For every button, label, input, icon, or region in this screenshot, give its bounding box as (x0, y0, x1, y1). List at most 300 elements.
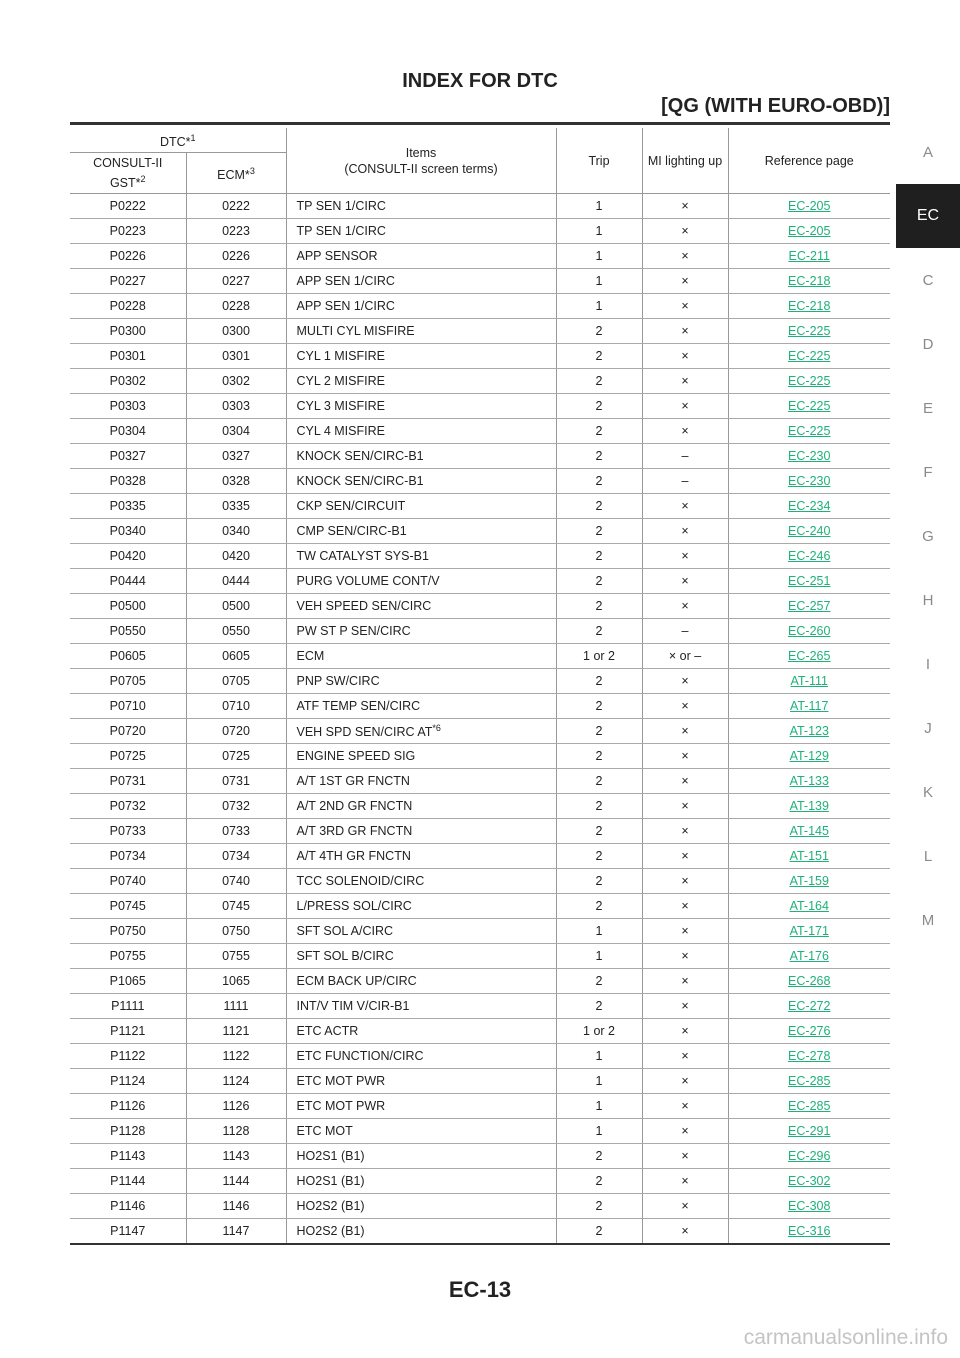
trip-cell: 2 (556, 894, 642, 919)
side-index-tab-f[interactable]: F (923, 463, 933, 481)
ecm-code-cell: 0605 (186, 644, 286, 669)
trip-cell: 1 or 2 (556, 644, 642, 669)
watermark: carmanualsonline.info (743, 1326, 948, 1349)
side-index-tab-ec[interactable]: EC (896, 184, 960, 248)
mi-cell: × (642, 1019, 728, 1044)
trip-cell: 2 (556, 544, 642, 569)
items-label: L/PRESS SOL/CIRC (296, 899, 412, 914)
table-row (70, 669, 890, 694)
mi-cell: × (642, 494, 728, 519)
gst-code-cell: P1144 (70, 1169, 186, 1194)
trip-cell: 2 (556, 1144, 642, 1169)
items-cell (286, 194, 556, 219)
items-footnote: *6 (432, 723, 441, 734)
items-label: MULTI CYL MISFIRE (296, 324, 415, 339)
reference-link[interactable]: EC-285 (788, 1074, 831, 1089)
ecm-code-cell: 0228 (186, 294, 286, 319)
ref-cell (728, 469, 890, 494)
ecm-code-cell: 0222 (186, 194, 286, 219)
items-label: HO2S1 (B1) (296, 1174, 365, 1189)
ref-cell (728, 544, 890, 569)
mi-cell: × (642, 369, 728, 394)
reference-link[interactable]: AT-111 (790, 674, 829, 689)
items-label: SFT SOL A/CIRC (296, 924, 394, 939)
reference-link[interactable]: EC-308 (788, 1199, 831, 1214)
items-cell (286, 769, 556, 794)
ecm-code-cell: 0302 (186, 369, 286, 394)
gst-header-sup: 2 (140, 174, 146, 185)
table-row (70, 394, 890, 419)
dtc-index-table (70, 128, 890, 1245)
items-label: PNP SW/CIRC (296, 674, 380, 689)
items-label: CYL 3 MISFIRE (296, 399, 385, 414)
items-cell (286, 969, 556, 994)
table-row (70, 944, 890, 969)
gst-code-cell: P0750 (70, 919, 186, 944)
items-header-line2: (CONSULT-II screen terms) (344, 161, 498, 176)
reference-link[interactable]: EC-260 (788, 624, 831, 639)
mi-cell: × (642, 419, 728, 444)
trip-cell: 2 (556, 819, 642, 844)
gst-code-cell: P0500 (70, 594, 186, 619)
items-cell (286, 1069, 556, 1094)
gst-code-cell: P0327 (70, 444, 186, 469)
items-cell (286, 519, 556, 544)
ecm-header-sup: 3 (249, 166, 255, 177)
items-cell (286, 694, 556, 719)
items-label: CYL 2 MISFIRE (296, 374, 385, 389)
ref-cell (728, 769, 890, 794)
table-row (70, 994, 890, 1019)
items-cell (286, 569, 556, 594)
items-cell (286, 794, 556, 819)
gst-code-cell: P0733 (70, 819, 186, 844)
gst-code-cell: P0227 (70, 269, 186, 294)
gst-code-cell: P0301 (70, 344, 186, 369)
side-index-tab-k[interactable]: K (922, 783, 933, 801)
ecm-code-cell: 1144 (186, 1169, 286, 1194)
items-cell (286, 544, 556, 569)
reference-link[interactable]: EC-225 (788, 324, 831, 339)
ref-cell (728, 419, 890, 444)
ecm-header-label: ECM* (217, 168, 250, 183)
side-index-tab-d[interactable]: D (922, 335, 934, 353)
table-row (70, 844, 890, 869)
reference-link[interactable]: AT-171 (789, 924, 829, 939)
gst-code-cell: P0302 (70, 369, 186, 394)
trip-cell: 2 (556, 694, 642, 719)
items-label: ETC FUNCTION/CIRC (296, 1049, 424, 1064)
items-label: HO2S1 (B1) (296, 1149, 365, 1164)
items-cell (286, 669, 556, 694)
mi-cell: × (642, 294, 728, 319)
page-title: INDEX FOR DTC (402, 70, 558, 92)
ecm-code-cell: 0444 (186, 569, 286, 594)
items-label: CKP SEN/CIRCUIT (296, 499, 406, 514)
items-cell (286, 269, 556, 294)
ecm-code-cell: 0755 (186, 944, 286, 969)
gst-code-cell: P0420 (70, 544, 186, 569)
items-label: PW ST P SEN/CIRC (296, 624, 411, 639)
ref-cell (728, 369, 890, 394)
items-label: TW CATALYST SYS-B1 (296, 549, 429, 564)
table-row (70, 219, 890, 244)
mi-cell: × (642, 819, 728, 844)
items-label: VEH SPEED SEN/CIRC (296, 599, 432, 614)
ecm-code-cell: 0731 (186, 769, 286, 794)
gst-code-cell: P0304 (70, 419, 186, 444)
gst-code-cell: P0755 (70, 944, 186, 969)
mi-cell: × (642, 919, 728, 944)
trip-cell: 1 (556, 1069, 642, 1094)
gst-code-cell: P0740 (70, 869, 186, 894)
ref-cell (728, 994, 890, 1019)
ecm-code-cell: 0740 (186, 869, 286, 894)
ref-cell (728, 1169, 890, 1194)
table-row (70, 244, 890, 269)
gst-code-cell: P0303 (70, 394, 186, 419)
items-cell (286, 419, 556, 444)
side-index-tab-c[interactable]: C (922, 271, 934, 289)
gst-code-cell: P1065 (70, 969, 186, 994)
items-cell (286, 1119, 556, 1144)
ref-cell (728, 1094, 890, 1119)
ecm-code-cell: 1111 (186, 994, 286, 1019)
items-header (286, 128, 556, 194)
table-row (70, 594, 890, 619)
ref-cell (728, 744, 890, 769)
ref-cell (728, 244, 890, 269)
mi-cell: × (642, 794, 728, 819)
gst-code-cell: P0328 (70, 469, 186, 494)
table-row (70, 919, 890, 944)
reference-link[interactable]: EC-205 (788, 224, 831, 239)
trip-cell: 1 (556, 194, 642, 219)
items-cell (286, 469, 556, 494)
items-label: HO2S2 (B1) (296, 1199, 365, 1214)
ref-cell (728, 519, 890, 544)
reference-link[interactable]: EC-225 (788, 399, 831, 414)
reference-link[interactable]: EC-218 (788, 274, 831, 289)
mi-cell: × (642, 744, 728, 769)
trip-cell: 2 (556, 669, 642, 694)
table-row (70, 1069, 890, 1094)
side-index-tab-i[interactable]: I (925, 655, 931, 673)
mi-cell: × (642, 1119, 728, 1144)
items-label: SFT SOL B/CIRC (296, 949, 394, 964)
trip-cell: 2 (556, 469, 642, 494)
dtc-table-body (70, 194, 890, 1245)
reference-link[interactable]: EC-268 (788, 974, 831, 989)
gst-code-cell: P1111 (70, 994, 186, 1019)
items-cell (286, 1094, 556, 1119)
gst-code-cell: P1147 (70, 1219, 186, 1245)
reference-link[interactable]: EC-246 (788, 549, 831, 564)
trip-cell: 1 (556, 244, 642, 269)
items-label: HO2S2 (B1) (296, 1224, 365, 1239)
gst-code-cell: P0444 (70, 569, 186, 594)
items-label: APP SENSOR (296, 249, 378, 264)
mi-cell: × (642, 344, 728, 369)
table-row (70, 294, 890, 319)
ecm-code-cell: 1121 (186, 1019, 286, 1044)
items-cell (286, 744, 556, 769)
trip-cell: 2 (556, 719, 642, 744)
side-index-tab-m[interactable]: M (921, 911, 935, 929)
mi-cell: × (642, 669, 728, 694)
ref-cell (728, 844, 890, 869)
reference-link[interactable]: EC-265 (788, 649, 831, 664)
items-cell (286, 894, 556, 919)
ecm-code-cell: 0303 (186, 394, 286, 419)
consult-gst-header (70, 153, 186, 194)
ref-cell (728, 1019, 890, 1044)
mi-cell: × (642, 1044, 728, 1069)
ecm-code-cell: 0720 (186, 719, 286, 744)
mi-cell: × (642, 1169, 728, 1194)
items-cell (286, 869, 556, 894)
side-index-tab-e[interactable]: E (922, 399, 933, 417)
trip-cell: 2 (556, 394, 642, 419)
items-label: ETC MOT PWR (296, 1099, 386, 1114)
table-row (70, 519, 890, 544)
table-row (70, 369, 890, 394)
trip-cell: 1 (556, 269, 642, 294)
trip-cell: 2 (556, 519, 642, 544)
gst-code-cell: P1146 (70, 1194, 186, 1219)
gst-code-cell: P1126 (70, 1094, 186, 1119)
side-index-nav (896, 120, 960, 952)
reference-link[interactable]: AT-129 (789, 749, 829, 764)
reference-link[interactable]: EC-230 (788, 474, 831, 489)
gst-code-cell: P0300 (70, 319, 186, 344)
ref-cell (728, 394, 890, 419)
mi-cell: × (642, 1094, 728, 1119)
ecm-code-cell: 0732 (186, 794, 286, 819)
side-index-tab-l[interactable]: L (923, 847, 933, 865)
table-row (70, 269, 890, 294)
items-label: KNOCK SEN/CIRC-B1 (296, 449, 424, 464)
reference-link[interactable]: EC-316 (788, 1224, 831, 1239)
ecm-code-cell: 0745 (186, 894, 286, 919)
reference-link[interactable]: EC-251 (788, 574, 831, 589)
table-row (70, 419, 890, 444)
gst-header-label: GST* (109, 176, 141, 191)
items-cell (286, 919, 556, 944)
table-row (70, 569, 890, 594)
table-row (70, 494, 890, 519)
ecm-header (186, 153, 286, 194)
trip-cell: 1 (556, 294, 642, 319)
ecm-code-cell: 1146 (186, 1194, 286, 1219)
table-row (70, 794, 890, 819)
items-cell (286, 319, 556, 344)
ref-cell (728, 1119, 890, 1144)
reference-link[interactable]: EC-225 (788, 374, 831, 389)
ref-cell (728, 794, 890, 819)
items-label: CYL 1 MISFIRE (296, 349, 385, 364)
trip-cell: 2 (556, 969, 642, 994)
ref-cell (728, 869, 890, 894)
ref-cell (728, 219, 890, 244)
table-row (70, 344, 890, 369)
side-index-tab-g[interactable]: G (922, 527, 934, 545)
items-label: TP SEN 1/CIRC (296, 224, 386, 239)
items-cell (286, 1169, 556, 1194)
table-row (70, 544, 890, 569)
section-title: [QG (WITH EURO-OBD)] (661, 95, 890, 117)
trip-header: Trip (556, 128, 642, 194)
mi-cell: × (642, 844, 728, 869)
mi-cell: × (642, 1194, 728, 1219)
ref-cell (728, 1219, 890, 1245)
trip-cell: 2 (556, 369, 642, 394)
table-row (70, 969, 890, 994)
ecm-code-cell: 0223 (186, 219, 286, 244)
trip-cell: 1 (556, 944, 642, 969)
mi-cell: × (642, 569, 728, 594)
items-label: ETC MOT PWR (296, 1074, 386, 1089)
side-index-tab-j[interactable]: J (924, 719, 932, 737)
reference-link[interactable]: EC-257 (788, 599, 831, 614)
items-cell (286, 1144, 556, 1169)
trip-cell: 2 (556, 1169, 642, 1194)
items-label: ECM (296, 649, 325, 664)
reference-link[interactable]: EC-296 (788, 1149, 831, 1164)
ref-cell (728, 819, 890, 844)
items-cell (286, 394, 556, 419)
table-row (70, 819, 890, 844)
ref-cell (728, 194, 890, 219)
gst-code-cell: P0732 (70, 794, 186, 819)
ref-cell (728, 269, 890, 294)
items-label: ATF TEMP SEN/CIRC (296, 699, 421, 714)
items-label: INT/V TIM V/CIR-B1 (296, 999, 410, 1014)
dtc-header (70, 128, 286, 153)
items-label: TP SEN 1/CIRC (296, 199, 386, 214)
ref-cell (728, 294, 890, 319)
reference-link[interactable]: AT-159 (789, 874, 829, 889)
items-label: A/T 3RD GR FNCTN (296, 824, 413, 839)
gst-code-cell: P0222 (70, 194, 186, 219)
items-cell (286, 994, 556, 1019)
items-header-line1: Items (405, 145, 437, 160)
gst-code-cell: P1121 (70, 1019, 186, 1044)
ref-cell (728, 694, 890, 719)
reference-link[interactable]: EC-285 (788, 1099, 831, 1114)
ecm-code-cell: 0301 (186, 344, 286, 369)
side-index-tab-a[interactable]: A (922, 143, 933, 161)
mi-cell: × (642, 269, 728, 294)
reference-link[interactable]: AT-164 (789, 899, 829, 914)
ecm-code-cell: 1147 (186, 1219, 286, 1245)
reference-link[interactable]: EC-218 (788, 299, 831, 314)
gst-code-cell: P0745 (70, 894, 186, 919)
ecm-code-cell: 0328 (186, 469, 286, 494)
items-cell (286, 719, 556, 744)
trip-cell: 2 (556, 994, 642, 1019)
reference-link[interactable]: AT-151 (789, 849, 829, 864)
header-row-1 (70, 128, 890, 153)
reference-link[interactable]: AT-123 (789, 724, 829, 739)
table-row (70, 1119, 890, 1144)
dtc-header-sup: 1 (190, 133, 196, 143)
reference-link[interactable]: EC-225 (788, 349, 831, 364)
items-label: VEH SPD SEN/CIRC AT (296, 725, 433, 740)
table-row (70, 319, 890, 344)
table-row (70, 869, 890, 894)
items-label: A/T 1ST GR FNCTN (296, 774, 410, 789)
reference-link[interactable]: AT-117 (790, 699, 829, 714)
ecm-code-cell: 0227 (186, 269, 286, 294)
ecm-code-cell: 0327 (186, 444, 286, 469)
reference-link[interactable]: EC-230 (788, 449, 831, 464)
items-cell (286, 244, 556, 269)
mi-header: MI lighting up (642, 128, 728, 194)
items-cell (286, 594, 556, 619)
ref-cell (728, 1044, 890, 1069)
items-label: ETC MOT (296, 1124, 353, 1139)
gst-code-cell: P1128 (70, 1119, 186, 1144)
table-row (70, 769, 890, 794)
trip-cell: 2 (556, 569, 642, 594)
items-label: PURG VOLUME CONT/V (296, 574, 440, 589)
mi-cell: × (642, 594, 728, 619)
ecm-code-cell: 0733 (186, 819, 286, 844)
ref-cell (728, 619, 890, 644)
ref-cell (728, 1069, 890, 1094)
items-label: APP SEN 1/CIRC (296, 299, 395, 314)
reference-link[interactable]: AT-176 (789, 949, 829, 964)
items-cell (286, 219, 556, 244)
mi-cell: × (642, 719, 728, 744)
trip-cell: 2 (556, 594, 642, 619)
reference-link[interactable]: EC-302 (788, 1174, 831, 1189)
side-index-tab-h[interactable]: H (922, 591, 934, 609)
ref-cell (728, 644, 890, 669)
reference-link[interactable]: EC-225 (788, 424, 831, 439)
reference-link[interactable]: EC-205 (788, 199, 831, 214)
ecm-code-cell: 0750 (186, 919, 286, 944)
mi-cell: – (642, 619, 728, 644)
ref-cell (728, 1144, 890, 1169)
reference-link[interactable]: EC-240 (788, 524, 831, 539)
mi-cell: × (642, 319, 728, 344)
reference-link[interactable]: EC-211 (788, 249, 830, 264)
gst-code-cell: P0550 (70, 619, 186, 644)
mi-cell: × (642, 1144, 728, 1169)
reference-link[interactable]: EC-272 (788, 999, 831, 1014)
mi-cell: × (642, 869, 728, 894)
reference-link[interactable]: AT-133 (789, 774, 829, 789)
mi-cell: – (642, 444, 728, 469)
table-row (70, 1194, 890, 1219)
table-row (70, 1144, 890, 1169)
trip-cell: 1 (556, 1094, 642, 1119)
table-row (70, 744, 890, 769)
reference-link[interactable]: AT-139 (789, 799, 829, 814)
ref-cell (728, 669, 890, 694)
trip-cell: 2 (556, 444, 642, 469)
reference-link[interactable]: EC-278 (788, 1049, 831, 1064)
reference-link[interactable]: AT-145 (789, 824, 829, 839)
table-row (70, 719, 890, 744)
reference-link[interactable]: EC-276 (788, 1024, 831, 1039)
mi-cell: × (642, 244, 728, 269)
reference-link[interactable]: EC-291 (788, 1124, 831, 1139)
reference-link[interactable]: EC-234 (788, 499, 831, 514)
trip-cell: 2 (556, 869, 642, 894)
